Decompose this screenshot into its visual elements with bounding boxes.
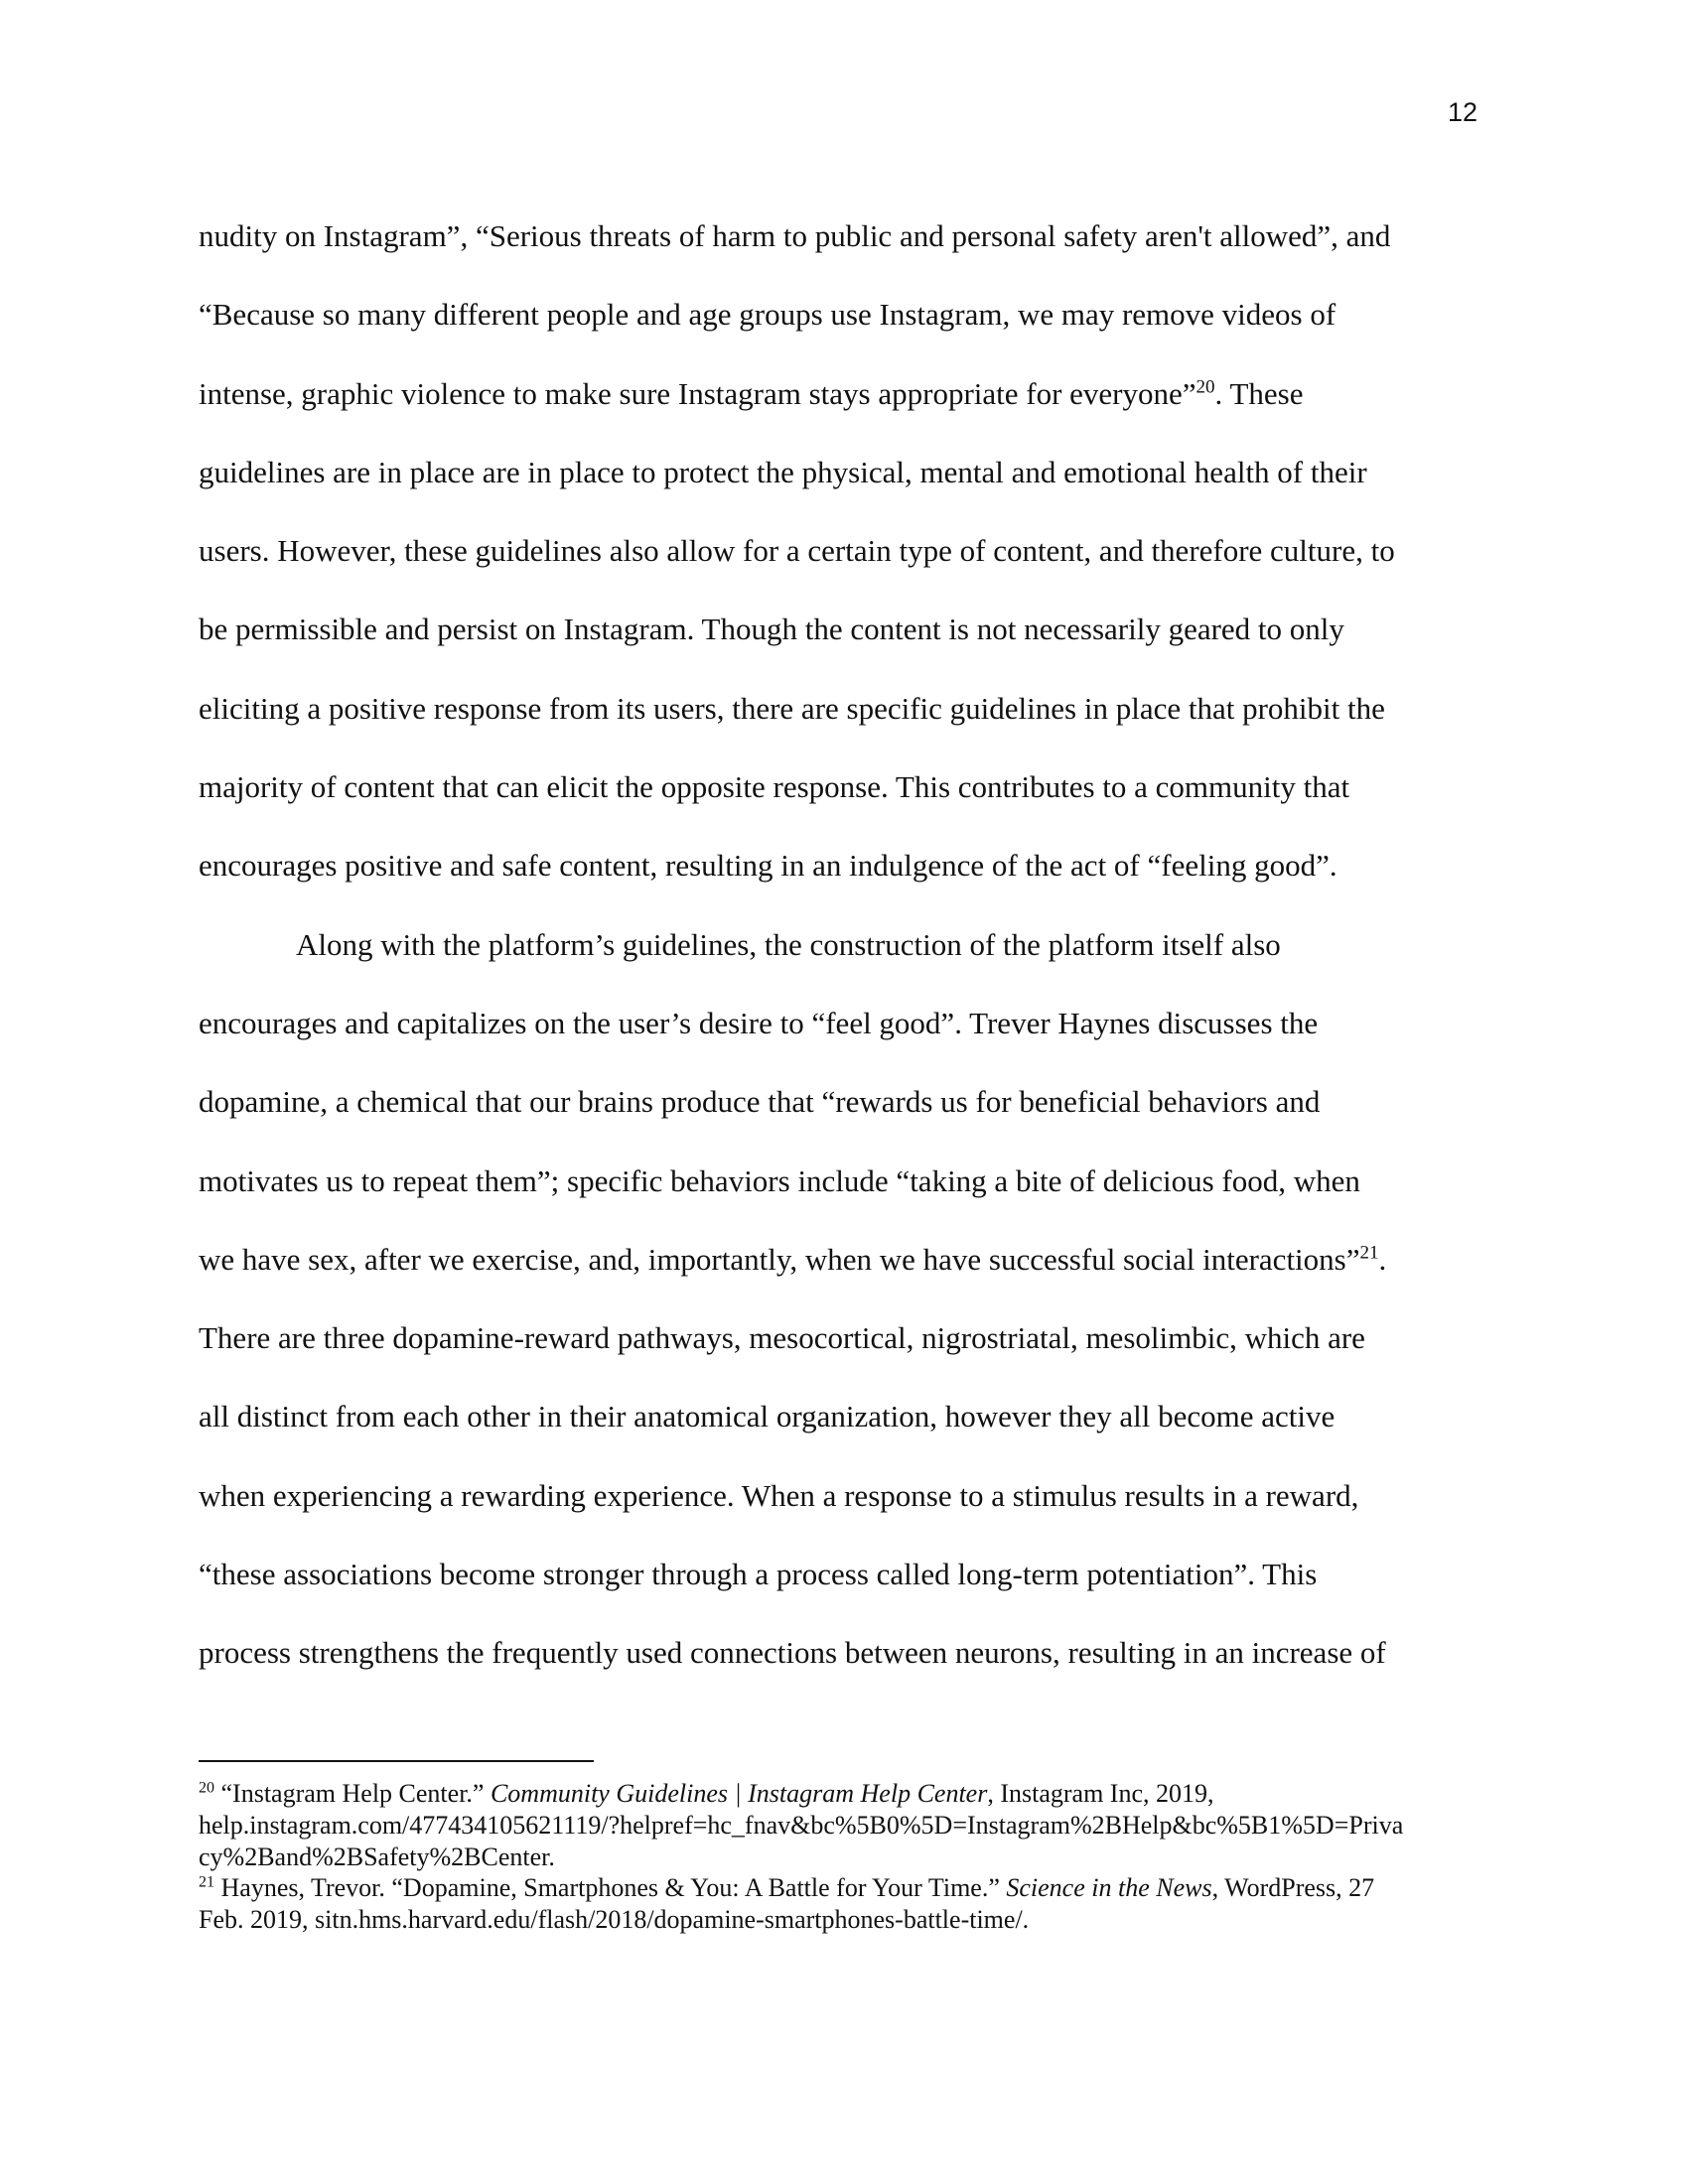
body-line-tail: . [1378,1241,1387,1277]
body-line: There are three dopamine-reward pathways, mesocortical, nigrostriatal, mesolimbic, which are [199,1320,1365,1356]
body-line: process strengthens the frequently used connections between neurons, resulting in an increase of [199,1635,1386,1671]
body-text [199,197,1494,1693]
body-line: encourages and capitalizes on the user’s desire to “feel good”. Trever Haynes discusses the [199,1005,1319,1040]
body-line [199,1220,1494,1298]
footnotes [199,1778,1494,1936]
body-line: be permissible and persist on Instagram. Though the content is not necessarily geared to only [199,612,1344,647]
footnote-title: Community Guidelines | Instagram Help Center [490,1779,988,1808]
footnote-mark: 21 [199,1873,214,1891]
body-line [199,354,1494,433]
footnote-ref-20[interactable]: 20 [1196,376,1215,398]
footnote-text: , WordPress, 27 [1211,1873,1375,1903]
body-line: dopamine, a chemical that our brains produce that “rewards us for beneficial behaviors and [199,1084,1321,1120]
footnote-text: Haynes, Trevor. “Dopamine, Smartphones & You: A Battle for Your Time.” [214,1873,1007,1903]
footnote-text: , Instagram Inc, 2019, [987,1779,1214,1808]
body-line: “Because so many different people and age groups use Instagram, we may remove videos of [199,297,1336,333]
page-number: 12 [1447,97,1477,127]
footnote-title: Science in the News [1006,1873,1212,1903]
body-line-text: intense, graphic violence to make sure Instagram stays appropriate for everyone” [199,375,1196,411]
footnote-ref-21[interactable]: 21 [1359,1242,1379,1264]
footnote-mark: 20 [199,1779,214,1797]
footnote-20 [199,1778,1494,1810]
body-line: when experiencing a rewarding experience. When a response to a stimulus results in a reward, [199,1477,1359,1513]
footnote-separator [199,1760,594,1762]
body-line-text: we have sex, after we exercise, and, importantly, when we have successful social interactions” [199,1241,1360,1277]
footnote-url-continued[interactable]: cy%2Band%2BSafety%2BCenter. [199,1842,555,1871]
footnote-url[interactable]: Feb. 2019, sitn.hms.harvard.edu/flash/2018/dopamine-smartphones-battle-time/. [199,1905,1030,1935]
body-line: encourages positive and safe content, resulting in an indulgence of the act of “feeling good”. [199,848,1337,884]
footnote-21 [199,1872,1494,1904]
footnote-url[interactable]: help.instagram.com/477434105621119/?helpref=hc_fnav&bc%5B0%5D=Instagram%2BHelp&bc%5B1%5D=Priva [199,1810,1404,1840]
body-line: eliciting a positive response from its users, there are specific guidelines in place that prohibit the [199,690,1385,726]
body-line-indented: Along with the platform’s guidelines, the construction of the platform itself also [296,926,1281,962]
body-line: “these associations become stronger through a process called long-term potentiation”. This [199,1557,1318,1592]
body-line: users. However, these guidelines also allow for a certain type of content, and therefore culture, to [199,533,1395,569]
body-line: all distinct from each other in their anatomical organization, however they all become active [199,1399,1336,1434]
body-line: motivates us to repeat them”; specific behaviors include “taking a bite of delicious food, when [199,1162,1360,1198]
body-line: nudity on Instagram”, “Serious threats of harm to public and personal safety aren't allowed”, and [199,218,1391,253]
body-line: majority of content that can elicit the opposite response. This contributes to a community that [199,769,1350,805]
body-line: guidelines are in place are in place to protect the physical, mental and emotional health of their [199,454,1367,489]
body-line-tail: . These [1214,375,1304,411]
footnote-text: “Instagram Help Center.” [214,1779,491,1808]
